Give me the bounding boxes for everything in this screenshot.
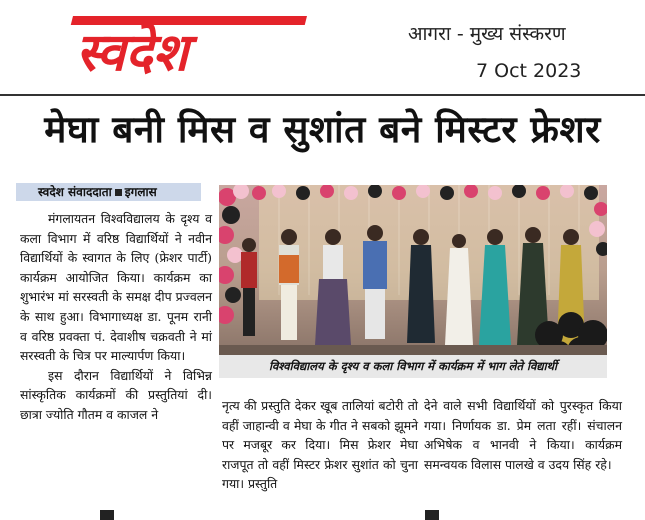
next-article-fragment [425, 510, 439, 520]
masthead-divider [0, 94, 645, 96]
paragraph: देने वाले सभी विद्यार्थियों को पुरस्कृत किया गया। निर्णायक डा. प्रेम लता रहीं। संचालन अभिषेक व भानवी ने किया। कार्यक्रम समन्वयक विलास पालखे व उदय सिंह रहे। [424, 398, 622, 472]
photo-caption: विश्वविद्यालय के दृश्य व कला विभाग में कार्यक्रम में भाग लेते विद्यार्थी [219, 355, 607, 378]
next-article-fragment [100, 510, 114, 520]
byline-place: इगलास [124, 185, 157, 199]
square-bullet-icon [115, 189, 122, 196]
swadesh-logo [68, 12, 310, 76]
event-photo [219, 185, 607, 355]
masthead [0, 0, 645, 96]
article-column-3 [424, 396, 622, 474]
article-column-2 [222, 396, 418, 494]
byline [16, 183, 201, 201]
article-column-1 [20, 209, 212, 425]
byline-source: स्वदेश संवाददाता [38, 185, 112, 199]
paragraph: नृत्य की प्रस्तुति देकर खूब तालियां बटोरी तो वहीं जाहान्वी व मेघा के गीत ने सबको झूमने पर मजबूर कर दिया। मिस फ्रेशर मेघा राजपूत तो वहीं मिस्टर फ्रेशर सुशांत को चुना गया। प्रस्तुति [222, 398, 418, 492]
paragraph: मंगलायतन विश्वविद्यालय के दृश्य व कला विभाग में वरिष्ठ विद्यार्थियों ने नवीन विद्यार्थियों के स्वागत के लिए (फ्रेशर पार्टी) कार्यक्रम आयोजित किया। कार्यक्रम का शुभारंभ मां सरस्वती के समक्ष दीप प्रज्वलन के साथ हुआ। विभागाध्यक्ष डा. पूनम रानी व वरिष्ठ प्रवक्ता पं. देवाशीष चक्रवती ने मां सरस्वती के चित्र पर माल्यार्पण किया। [20, 211, 212, 364]
headline: मेघा बनी मिस व सुशांत बने मिस्टर फ्रेशर [44, 108, 601, 151]
publication-date: 7 Oct 2023 [476, 60, 582, 82]
paragraph: इस दौरान विद्यार्थियों ने विभिन्न सांस्कृतिक कार्यक्रमों की प्रस्तुतियां दी। छात्रा ज्योति गौतम व काजल ने [20, 367, 212, 422]
logo-text: स्वदेश [76, 23, 189, 76]
edition-label: आगरा - मुख्य संस्करण [408, 23, 566, 45]
